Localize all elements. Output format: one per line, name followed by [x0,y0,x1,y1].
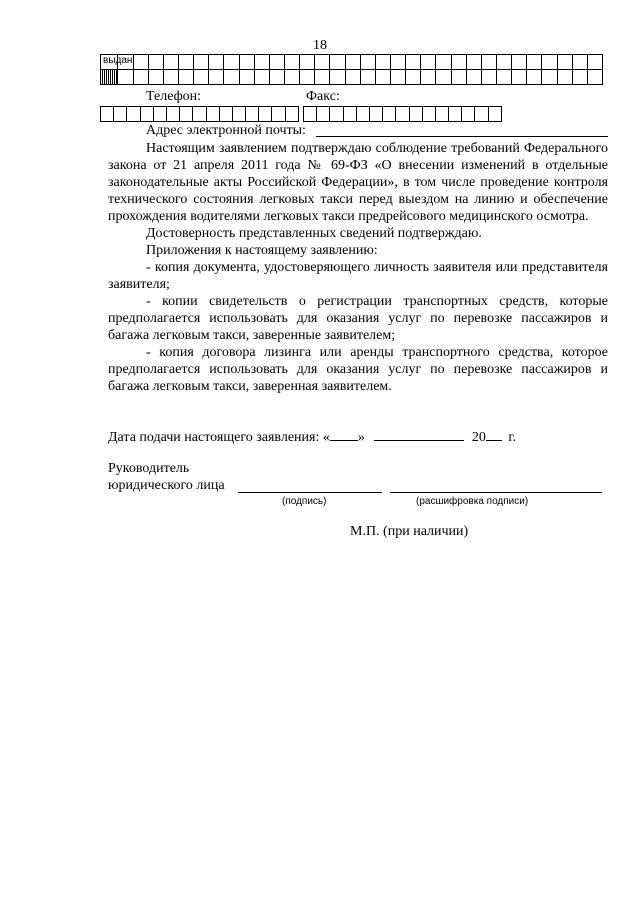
fax-cell[interactable] [488,107,501,122]
signature-decoding-line[interactable] [390,478,602,493]
issued-cell[interactable] [284,55,299,70]
issued-cell[interactable] [194,70,209,85]
date-line [108,428,516,446]
issued-cell[interactable] [284,70,299,85]
issued-cell[interactable] [194,55,209,70]
fax-cell[interactable] [475,107,488,122]
fax-cell[interactable] [449,107,462,122]
issued-cell[interactable] [466,55,481,70]
issued-cell[interactable] [542,55,557,70]
issued-cell[interactable] [315,70,330,85]
phone-cell[interactable] [101,107,114,122]
fax-cell[interactable] [330,107,343,122]
issued-grid [100,54,603,85]
signature-caption: (подпись) [282,496,327,507]
phone-cell[interactable] [140,107,153,122]
issued-cell[interactable] [436,55,451,70]
phone-cell[interactable] [285,107,298,122]
phone-cell[interactable] [114,107,127,122]
fax-cell[interactable] [462,107,475,122]
fax-cell[interactable] [396,107,409,122]
issued-cell[interactable] [179,70,194,85]
date-close-quote: » [357,430,365,445]
head-title-line1: Руководитель [108,461,190,476]
issued-cell[interactable] [481,70,496,85]
stamp-note: М.П. (при наличии) [350,524,469,539]
date-year-prefix: 20 [471,430,486,445]
declaration-paragraph: Настоящим заявлением подтверждаю соблюдение требований Федерального закона от 21 апреля 2011 года № 69-ФЗ «О внесении изменений в отдельные законодательные акты Российской Федерации», в том числе проведение контроля технического состояния легковых такси перед выездом на линию и обеспечение прохождения водителями легковых такси предрейсового медицинского осмотра. [108,141,608,224]
issued-cell[interactable] [239,70,254,85]
issued-cell[interactable] [542,70,557,85]
issued-cell[interactable] [390,70,405,85]
phone-cell[interactable] [219,107,232,122]
issued-cell[interactable] [466,70,481,85]
issued-cell[interactable] [330,70,345,85]
date-year-suffix: г. [508,430,517,445]
issued-label: выдан [101,55,118,70]
issued-cell[interactable] [406,55,421,70]
phone-cell[interactable] [246,107,259,122]
date-month-line[interactable] [374,428,464,441]
issued-cell[interactable] [527,55,542,70]
date-day-line[interactable] [330,428,358,441]
issued-cell[interactable] [496,70,511,85]
fax-cell[interactable] [369,107,382,122]
email-input-line[interactable] [316,122,608,137]
issued-cell[interactable] [557,55,572,70]
fax-cell[interactable] [383,107,396,122]
attachments-title: Приложения к настоящему заявлению: [146,243,378,258]
decoding-caption: (расшифровка подписи) [416,496,529,507]
issued-cell[interactable] [148,70,163,85]
signature-line[interactable] [238,478,382,493]
issued-cell[interactable] [572,55,587,70]
issued-cell[interactable] [587,55,602,70]
attachment-item: - копии свидетельств о регистрации транспортных средств, которые предполагается использовать для оказания услуг по перевозке пассажиров и багажа легковым такси, заверенные заявителем; [108,294,608,343]
issued-cell[interactable] [587,70,602,85]
issued-cell[interactable] [224,55,239,70]
issued-cell[interactable] [330,55,345,70]
issued-cell[interactable] [572,70,587,85]
issued-cell[interactable] [300,70,315,85]
attachment-item: - копия документа, удостоверяющего личность заявителя или представителя заявителя; [108,260,608,292]
issued-cell[interactable] [527,70,542,85]
issued-cell[interactable] [390,55,405,70]
fax-grid[interactable] [303,106,502,122]
phone-grid[interactable] [100,106,299,122]
issued-cell[interactable] [239,55,254,70]
attachment-item: - копия договора лизинга или аренды транспортного средства, которое предполагается использовать для оказания услуг по перевозке пассажиров и багажа легковым такси, заверенная заявителем. [108,345,608,394]
issued-cell[interactable] [375,70,390,85]
issued-cell[interactable] [512,55,527,70]
issued-cell[interactable] [421,70,436,85]
page-number: 18 [313,38,327,53]
issued-cell[interactable] [300,55,315,70]
issued-cell[interactable] [148,55,163,70]
confirm-paragraph: Достоверность представленных сведений подтверждаю. [146,226,482,241]
date-prefix: Дата подачи настоящего заявления: « [108,430,330,445]
fax-cell[interactable] [304,107,317,122]
phone-label: Телефон: [146,89,202,104]
date-year-line[interactable] [486,428,502,441]
phone-cell[interactable] [193,107,206,122]
issued-cell[interactable] [209,55,224,70]
phone-cell[interactable] [166,107,179,122]
issued-cell[interactable] [163,55,178,70]
issued-cell[interactable] [133,55,148,70]
issued-cell[interactable] [118,70,133,85]
head-title-line2: юридического лица [108,478,225,493]
fax-cell[interactable] [435,107,448,122]
issued-cell[interactable] [360,70,375,85]
issued-cell[interactable] [179,55,194,70]
issued-cell[interactable] [163,70,178,85]
issued-cell[interactable] [375,55,390,70]
issued-cell[interactable] [406,70,421,85]
issued-cell[interactable] [269,55,284,70]
fax-cell[interactable] [356,107,369,122]
fax-cell[interactable] [343,107,356,122]
issued-cell[interactable] [224,70,239,85]
issued-cell[interactable] [496,55,511,70]
phone-cell[interactable] [127,107,140,122]
phone-cell[interactable] [180,107,193,122]
issued-cell[interactable] [512,70,527,85]
issued-cell[interactable] [315,55,330,70]
phone-cell[interactable] [272,107,285,122]
issued-cell[interactable] [254,70,269,85]
email-label: Адрес электронной почты: [146,123,306,138]
issued-cell[interactable] [345,55,360,70]
issued-row-2 [101,70,603,85]
phone-cell[interactable] [259,107,272,122]
phone-cell[interactable] [206,107,219,122]
issued-cell[interactable] [269,70,284,85]
issued-cell[interactable] [481,55,496,70]
issued-cell[interactable] [421,55,436,70]
fax-label: Факс: [306,89,340,104]
issued-cell[interactable] [451,55,466,70]
phone-cell[interactable] [153,107,166,122]
issued-cell[interactable] [254,55,269,70]
issued-cell[interactable] [345,70,360,85]
issued-cell[interactable] [436,70,451,85]
issued-cell[interactable] [557,70,572,85]
issued-cell[interactable] [451,70,466,85]
fax-cell[interactable] [409,107,422,122]
fax-cell[interactable] [317,107,330,122]
body-text [108,140,608,395]
issued-cell[interactable] [360,55,375,70]
issued-row-1 [101,55,603,70]
fax-cell[interactable] [422,107,435,122]
issued-cell[interactable] [133,70,148,85]
phone-cell[interactable] [232,107,245,122]
issued-cell[interactable] [209,70,224,85]
